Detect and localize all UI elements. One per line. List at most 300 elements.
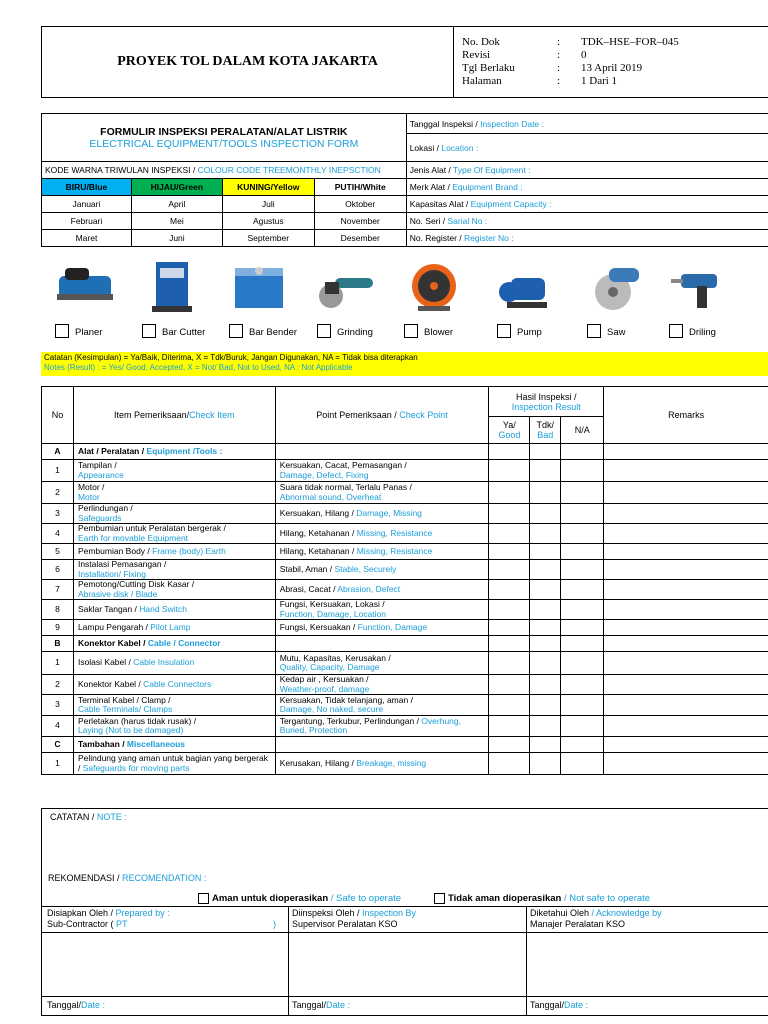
result-ya-cell[interactable] [489,544,530,560]
result-ya-cell[interactable] [489,444,530,460]
remarks-cell[interactable] [604,620,768,636]
signer-role: Manajer Peralatan KSO [530,919,626,929]
col-header-tdk-id: Tdk/ [536,420,555,430]
month-cell: Februari [42,213,132,230]
check-point-en: Abnormal sound, Overheat [279,491,382,502]
tool-option-saw[interactable] [579,258,659,348]
meta-label: Tgl Berlaku [462,62,515,74]
field-label-en: Sarial No : [447,216,488,226]
table-row [42,716,768,737]
col-header-remarks: Remarks [604,387,768,444]
table-row [42,675,768,695]
table-row [42,504,768,524]
check-point [275,460,489,482]
check-item-id: Saklar Tangan / [77,603,140,614]
month-cell: Agustus [222,213,314,230]
remarks-cell[interactable] [604,600,768,620]
field-label: No. Register / [409,233,465,243]
field-location[interactable] [406,134,768,162]
result-na-cell[interactable] [561,716,604,737]
col-header-item-en: Check Item [189,410,235,420]
result-na-cell[interactable] [561,753,604,775]
field-equipment-type[interactable] [406,162,768,179]
option-unsafe-id: Tidak aman dioperasikan [448,893,562,905]
result-na-cell[interactable] [561,737,604,753]
result-tdk-cell[interactable] [530,695,561,716]
check-point-en: Damage, Missing [356,507,422,518]
check-point-en: Stable, Securely [334,563,397,574]
color-code-id: KODE WARNA TRIWULAN INSPEKSI / [45,165,198,175]
color-green-header: HIJAU/Green [131,179,222,196]
col-header-item [73,387,275,444]
field-label-en: Type Of Equipment : [453,165,531,175]
result-na-cell[interactable] [561,600,604,620]
signature-date[interactable] [530,1000,588,1010]
option-unsafe[interactable] [434,893,650,904]
check-item-en: Safeguards for moving parts [82,762,190,773]
result-tdk-cell[interactable] [530,636,561,652]
result-na-cell[interactable] [561,560,604,580]
check-item [73,620,275,636]
check-point-id: Kersuakan, Cacat, Pemasangan / [279,460,407,470]
remarks-cell[interactable] [604,482,768,504]
check-item-id: Isolasi Kabel / [77,657,134,668]
checkbox-safe[interactable] [198,893,209,904]
month-cell: November [314,213,406,230]
check-point [275,482,489,504]
field-label: Kapasitas Alat / [409,199,471,209]
check-point-id: Suara tidak normal, Terlalu Panas / [279,482,412,492]
field-inspection-date[interactable] [406,114,768,134]
check-point-id: Stabil, Aman / [279,563,335,574]
section-letter: A [42,444,74,460]
table-row [42,482,768,504]
tool-checkbox[interactable] [142,324,156,338]
col-header-tdk-en: Bad [537,430,554,440]
check-item [73,560,275,580]
tool-label: Blower [424,327,454,338]
check-point-en: Breakage, missing [356,757,427,768]
result-notes [41,352,768,376]
date-label-en: Date : [81,1000,106,1010]
check-point-en: Function, Damage, Location [279,608,386,619]
result-ya-cell[interactable] [489,753,530,775]
meta-colon: : [557,36,561,48]
pump-icon [497,258,557,314]
tool-option-grinding[interactable] [309,258,389,348]
tool-selection [41,258,768,348]
tool-label: Planer [75,327,103,338]
section-letter: B [42,636,74,652]
result-na-cell[interactable] [561,636,604,652]
option-safe[interactable] [198,893,401,904]
result-ya-cell[interactable] [489,636,530,652]
remarks-cell[interactable] [604,652,768,675]
meta-value: 0 [581,49,587,61]
field-register-no[interactable] [406,230,768,247]
section-row [42,636,768,652]
remarks-cell[interactable] [604,544,768,560]
meta-colon: : [557,49,561,61]
section-title [73,737,275,753]
row-no: 9 [42,620,74,636]
check-item-en: Laying (Not to be damaged) [77,725,184,735]
remarks-cell[interactable] [604,504,768,524]
signer-label-en: Prepared by : [115,908,170,918]
form-title-cell [42,114,407,162]
divider [42,996,768,997]
result-tdk-cell[interactable] [530,620,561,636]
field-label-en: Equipment Brand : [452,182,523,192]
check-item-en: Motor [77,491,100,502]
color-yellow-header: KUNING/Yellow [222,179,314,196]
check-item [73,524,275,544]
tool-checkbox[interactable] [669,324,683,338]
signature-block[interactable] [530,908,766,930]
table-row [42,652,768,675]
signature-block[interactable] [292,908,528,930]
month-cell: April [131,196,222,213]
remarks-cell[interactable] [604,716,768,737]
drill-icon [669,258,729,314]
result-tdk-cell[interactable] [530,652,561,675]
conclusion-section [41,808,768,1016]
section-row [42,444,768,460]
field-label-en: Equipment Capacity : [470,199,552,209]
tool-label: Saw [607,327,626,338]
col-header-result [489,387,604,417]
tool-option-pump[interactable] [489,258,569,348]
result-na-cell[interactable] [561,675,604,695]
result-ya-cell[interactable] [489,504,530,524]
check-point [275,652,489,675]
bar-bender-icon [229,258,289,314]
field-equipment-brand[interactable] [406,179,768,196]
check-point-en: Function, Damage [357,621,428,632]
remarks-cell[interactable] [604,524,768,544]
check-point-en: Damage, No naked, secure [279,704,384,714]
check-item-en: Earth for movable Equipment [77,532,189,543]
meta-row [462,75,679,88]
tool-checkbox[interactable] [55,324,69,338]
field-serial-no[interactable] [406,213,768,230]
divider [42,932,768,933]
remarks-cell[interactable] [604,444,768,460]
check-item-en: Installation/ Fixing [77,568,146,579]
meta-value: 1 Dari 1 [581,75,618,87]
check-point-id: Fungsi, Kersuakan, Lokasi / [279,599,385,609]
col-header-no: No [42,387,74,444]
section-row [42,737,768,753]
row-no: 6 [42,560,74,580]
meta-label: No. Dok [462,36,500,48]
check-item-en: Frame (body) Earth [152,545,226,556]
check-item [73,675,275,695]
form-title-en: ELECTRICAL EQUIPMENT/TOOLS INSPECTION FORM [89,137,359,150]
tool-checkbox[interactable] [229,324,243,338]
date-label-id: Tanggal/ [292,1000,327,1010]
color-code-label [42,162,407,179]
signature-date[interactable] [292,1000,350,1010]
result-na-cell[interactable] [561,460,604,482]
signer-label-id: Diketahui Oleh [530,908,592,918]
field-label: Lokasi / [409,142,442,153]
result-ya-cell[interactable] [489,716,530,737]
check-item-id: Pemotong/Cutting Disk Kasar / [77,579,195,589]
section-title [73,444,275,460]
result-ya-cell[interactable] [489,737,530,753]
check-item-id: Tampilan / [77,460,117,470]
field-label: Jenis Alat / [409,165,454,175]
signer-label-en: Inspection By [362,908,417,918]
result-tdk-cell[interactable] [530,524,561,544]
result-na-cell[interactable] [561,524,604,544]
result-tdk-cell[interactable] [530,460,561,482]
result-tdk-cell[interactable] [530,753,561,775]
remarks-cell[interactable] [604,737,768,753]
field-label-en: Inspection Date : [480,118,544,129]
divider [42,906,768,907]
result-tdk-cell[interactable] [530,600,561,620]
row-no: 5 [42,544,74,560]
color-blue-header: BIRU/Blue [42,179,132,196]
tool-checkbox[interactable] [404,324,418,338]
check-point [275,600,489,620]
section-title-en: Miscellaneous [126,738,186,749]
note-label-id: CATATAN / [50,812,97,822]
empty-cell [275,444,489,460]
result-tdk-cell[interactable] [530,716,561,737]
section-title-id: Tambahan / [77,738,127,749]
tool-option-bar-bender[interactable] [221,258,301,348]
table-row [42,600,768,620]
check-item-en: Abrasive disk / Blade [77,588,158,599]
check-item [73,652,275,675]
table-row [42,524,768,544]
tool-label: Bar Cutter [162,327,206,338]
reco-label-en: RECOMENDATION : [122,873,207,883]
col-header-ya-id: Ya/ [502,420,516,430]
signature-block[interactable] [47,908,283,930]
option-safe-en: / Safe to operate [328,893,402,905]
row-no: 1 [42,460,74,482]
tool-option-blower[interactable] [396,258,476,348]
result-ya-cell[interactable] [489,620,530,636]
field-label-en: Register No : [464,233,514,243]
section-title [73,636,275,652]
tool-option-bar-cutter[interactable] [134,258,214,348]
signer-role: Sub-Contractor ( [47,919,117,929]
check-item-id: Perlindungan / [77,503,133,513]
divider [288,906,289,1015]
month-cell: Oktober [314,196,406,213]
result-tdk-cell[interactable] [530,504,561,524]
row-no: 2 [42,482,74,504]
month-cell: September [222,230,314,247]
result-ya-cell[interactable] [489,482,530,504]
planer-icon [55,258,115,314]
table-row [42,620,768,636]
tool-label: Bar Bender [249,327,298,338]
meta-row [462,36,679,49]
check-item-id: Lampu Pengarah / [77,621,151,632]
check-item-id: Pelindung yang aman untuk bagian yang bergerak / [77,753,268,773]
row-no: 1 [42,652,74,675]
month-cell: Juli [222,196,314,213]
meta-colon: : [557,75,561,87]
check-point [275,544,489,560]
recommendation-label [48,873,206,883]
form-title-id: FORMULIR INSPEKSI PERALATAN/ALAT LISTRIK [100,125,348,138]
inspection-table [41,386,768,775]
document-header [41,26,768,98]
result-ya-cell[interactable] [489,560,530,580]
check-item [73,460,275,482]
result-na-cell[interactable] [561,444,604,460]
signer-close: ) [273,919,276,929]
tool-label: Driling [689,327,716,338]
date-label-id: Tanggal/ [530,1000,565,1010]
form-info-table [41,113,768,247]
check-point [275,620,489,636]
check-point-id: Mutu, Kapasitas, Kerusakan / [279,652,391,663]
result-tdk-cell[interactable] [530,482,561,504]
result-ya-cell[interactable] [489,652,530,675]
check-item [73,544,275,560]
check-point-en: Missing, Resistance [356,545,433,556]
check-item-en: Cable Insulation [133,657,195,668]
remarks-cell[interactable] [604,580,768,600]
tool-option-driling[interactable] [661,258,741,348]
result-na-cell[interactable] [561,482,604,504]
result-na-cell[interactable] [561,652,604,675]
result-ya-cell[interactable] [489,600,530,620]
meta-value: TDK–HSE–FOR–045 [581,36,679,48]
result-tdk-cell[interactable] [530,737,561,753]
checkbox-unsafe[interactable] [434,893,445,904]
check-item [73,504,275,524]
result-ya-cell[interactable] [489,695,530,716]
check-point [275,580,489,600]
signer-label-id: Disiapkan Oleh / [47,908,116,918]
month-cell: Mei [131,213,222,230]
field-label: No. Seri / [409,216,448,226]
check-point-id: Tergantung, Terkubur, Perlindungan / [279,715,422,726]
col-header-ya-en: Good [498,430,521,440]
check-item [73,695,275,716]
tool-label: Grinding [337,327,373,338]
check-point-id: Kedap air , Kersuakan / [279,674,369,684]
result-na-cell[interactable] [561,695,604,716]
date-label-en: Date : [326,1000,351,1010]
row-no: 3 [42,695,74,716]
table-row [42,544,768,560]
col-header-point [275,387,489,444]
blower-icon [404,258,464,314]
col-header-tdk [530,417,561,444]
check-point [275,504,489,524]
check-item-en: Cable Terminals/ Clamps [77,704,173,714]
tool-option-planer[interactable] [47,258,127,348]
note-label-en: NOTE : [96,812,127,822]
tool-checkbox[interactable] [497,324,511,338]
month-cell: Desember [314,230,406,247]
check-point-en: Abrasion, Defect [337,583,401,594]
remarks-cell[interactable] [604,675,768,695]
table-row [42,753,768,775]
tool-checkbox[interactable] [317,324,331,338]
meta-label: Halaman [462,75,502,87]
tool-checkbox[interactable] [587,324,601,338]
remarks-cell[interactable] [604,560,768,580]
signer-company: PT [116,919,128,929]
note-field[interactable] [50,811,762,866]
col-header-result-id: Hasil Inspeksi / [516,391,577,402]
signature-date[interactable] [47,1000,105,1010]
remarks-cell[interactable] [604,753,768,775]
color-white-header: PUTIH/White [314,179,406,196]
check-point [275,524,489,544]
remarks-cell[interactable] [604,695,768,716]
bar-cutter-icon [142,258,202,314]
table-row [42,580,768,600]
result-ya-cell[interactable] [489,524,530,544]
section-title-id: Konektor Kabel / [77,637,148,648]
result-ya-cell[interactable] [489,580,530,600]
result-tdk-cell[interactable] [530,544,561,560]
col-header-na: N/A [561,417,604,444]
field-equipment-capacity[interactable] [406,196,768,213]
meta-row [462,62,679,75]
option-safe-id: Aman untuk dioperasikan [212,893,329,905]
check-point [275,716,489,737]
check-point-id: Hilang, Ketahanan / [279,527,357,538]
month-cell: Maret [42,230,132,247]
result-na-cell[interactable] [561,544,604,560]
check-item [73,600,275,620]
check-point-id: Kersuakan, Hilang / [279,507,357,518]
field-label-en: Location : [441,142,479,153]
check-item [73,482,275,504]
row-no: 3 [42,504,74,524]
check-point-en: Damage, Defect, Fixing [279,469,369,480]
check-point-id: Hilang, Ketahanan / [279,545,357,556]
check-item-id: Pembumian untuk Peralatan bergerak / [77,523,226,533]
field-label: Merk Alat / [409,182,453,192]
remarks-cell[interactable] [604,460,768,482]
check-item-en: Safeguards [77,512,122,523]
result-ya-cell[interactable] [489,675,530,695]
col-header-point-en: Check Point [399,410,448,420]
result-tdk-cell[interactable] [530,580,561,600]
remarks-cell[interactable] [604,636,768,652]
result-ya-cell[interactable] [489,460,530,482]
result-tdk-cell[interactable] [530,675,561,695]
project-title: PROYEK TOL DALAM KOTA JAKARTA [42,27,454,97]
check-item-id: Terminal Kabel / Clamp / [77,694,171,705]
row-no: 7 [42,580,74,600]
result-na-cell[interactable] [561,504,604,524]
signer-label-en: / Acknowledge by [591,908,662,918]
check-item-en: Pilot Lamp [150,621,191,632]
signer-role: Supervisor Peralatan KSO [292,919,398,929]
result-na-cell[interactable] [561,620,604,636]
section-letter: C [42,737,74,753]
result-na-cell[interactable] [561,580,604,600]
result-tdk-cell[interactable] [530,444,561,460]
check-point-id: Abrasi, Cacat / [279,583,338,594]
result-tdk-cell[interactable] [530,560,561,580]
